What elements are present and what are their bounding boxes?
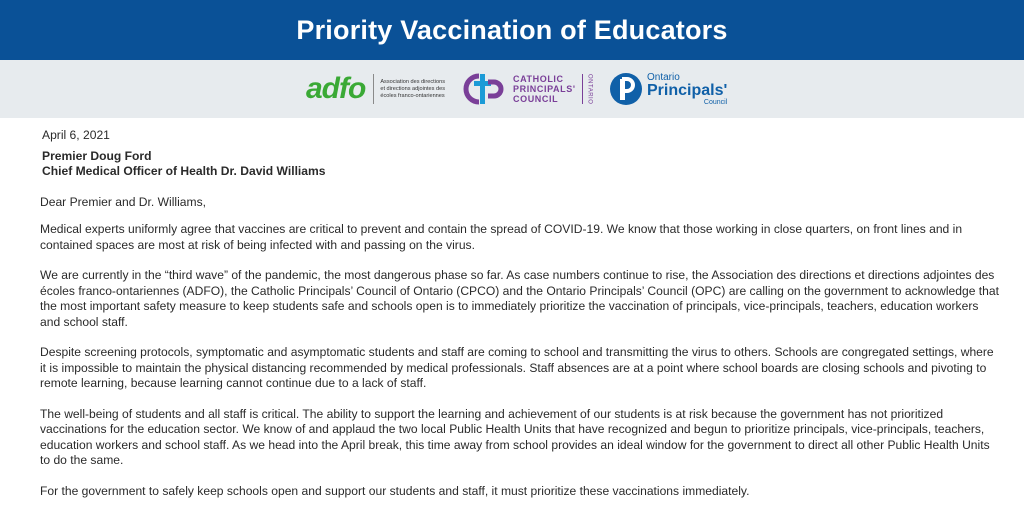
- letter-body: [40, 128, 1000, 514]
- adfo-logo-text: [380, 79, 458, 100]
- adfo-line3: écoles franco-ontariennes: [380, 92, 445, 99]
- opc-line3: Council: [703, 98, 728, 106]
- opc-logo-text: [647, 72, 727, 107]
- paragraph-4: The well-being of students and all staff is critical. The ability to support the learning and achievement of our students is at risk because the government has not prioritized vaccinations for the education sector. We know of and applaud the two local Public Health Units that have recognized and begun to prioritize principals, vice-principals, teachers, education workers and school staff. As we head into the April break, this time away from school provides an ideal window for the government to direct all other Public Health Units to do the same.: [40, 406, 990, 467]
- logo-bar: [0, 60, 1024, 118]
- recipient-premier: Premier Doug Ford: [42, 148, 152, 163]
- opc-logo: [609, 70, 727, 108]
- cpco-ontario-label: ONTARIO: [586, 73, 593, 105]
- adfo-line1: Association des directions: [380, 78, 446, 85]
- cpco-logo-text: [513, 74, 576, 104]
- paragraph-2: We are currently in the “third wave” of the pandemic, the most dangerous phase so far. As case numbers continue to rise, the Association des directions et directions adjointes des écoles franco-ontariennes (ADFO), the Catholic Principals’ Council of Ontario (CPCO) and the Ontario Principals’ Council (OPC) are calling on the government to acknowledge that the most important safety measure to keep students safe and schools open is to immediately prioritize the vaccination of principals, vice-principals, teachers, education workers and school staff.: [40, 268, 999, 329]
- adfo-line2: et directions adjointes des: [380, 85, 446, 92]
- cpco-emblem-icon: [461, 72, 507, 106]
- page-title: Priority Vaccination of Educators: [296, 14, 728, 45]
- recipient-cmoh: Chief Medical Officer of Health Dr. David Williams: [42, 164, 326, 178]
- opc-line2: Principals': [647, 81, 728, 99]
- opc-line1: Ontario: [647, 71, 680, 83]
- cpco-logo: [461, 71, 593, 107]
- header-banner: [0, 0, 1024, 60]
- paragraph-1: Medical experts uniformly agree that vaccines are critical to prevent and contain the spread of COVID-19. We know that those working in close quarters, on front lines and in contained spaces are most at risk of being infected with and passing on the virus.: [40, 222, 963, 252]
- salutation: Dear Premier and Dr. Williams,: [40, 194, 206, 209]
- paragraph-5: For the government to safely keep schools open and support our students and staff, it must prioritize these vaccinations immediately.: [40, 483, 750, 498]
- adfo-logo-mark: adfo: [306, 72, 366, 105]
- cpco-line2: PRINCIPALS': [513, 84, 576, 94]
- cpco-line1: CATHOLIC: [513, 74, 564, 84]
- cpco-divider: [582, 74, 583, 104]
- cpco-line3: COUNCIL: [513, 94, 559, 104]
- opc-emblem-icon: [609, 71, 643, 107]
- adfo-divider: [373, 74, 374, 104]
- letter-date: April 6, 2021: [42, 128, 110, 142]
- adfo-logo: [306, 72, 458, 106]
- paragraph-3: Despite screening protocols, symptomatic and asymptomatic students and staff are coming to school and transmitting the virus to others. Schools are congregated settings, where it is impossible to maintain the physical distancing recommended by medical professionals. Staff absences are at a point where school boards are closing schools and pivoting to remote learning, because learning cannot continue due to a lack of staff.: [40, 345, 994, 390]
